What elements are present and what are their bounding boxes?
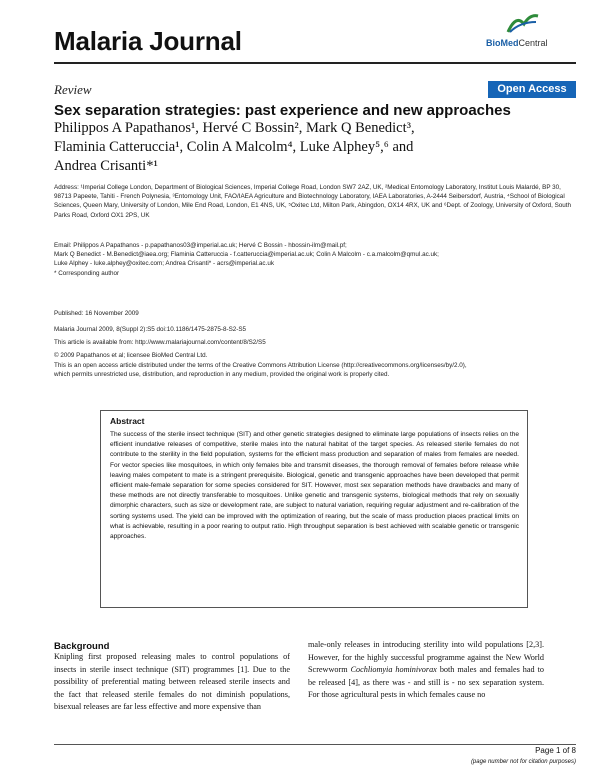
article-url: This article is available from: http://www.malariajournal.com/content/8/S2/S5 xyxy=(54,339,266,347)
copyright: © 2009 Papathanos et al; licensee BioMed Central Ltd. xyxy=(54,352,208,360)
biomed-central-logo xyxy=(486,12,576,54)
publication-info xyxy=(54,325,579,379)
logo-text: BioMedCentral xyxy=(486,38,548,48)
author-line: Andrea Crisanti*¹ xyxy=(54,158,158,174)
license-text: which permits unrestricted use, distribution, and reproduction in any medium, provided the original work is properly cited. xyxy=(54,370,390,378)
author-line: Flaminia Catteruccia¹, Colin A Malcolm⁴, Luke Alphey⁵,⁶ and xyxy=(54,139,414,155)
corresponding-author-note: * Corresponding author xyxy=(54,269,120,277)
page-number: Page 1 of 8 xyxy=(535,746,576,755)
article-title: Sex separation strategies: past experience and new approaches xyxy=(54,102,511,119)
author-line: Philippos A Papathanos¹, Hervé C Bossin², Mark Q Benedict³, xyxy=(54,120,415,136)
affiliations: Address: ¹Imperial College London, Department of Biological Sciences, Imperial College Road, London SW7 2AZ, UK, ²Medical Entomology Laboratory, Institut Louis Malardé, BP 30, 98713 Papeete, Tahiti - French Polynesia, ³Entomology Unit, FAO/IAEA Agriculture and Biotechnology Laboratory, IAEA Laboratories, A-2444 Seibersdorf, Austria, ⁴School of Biological Sciences, Queen Mary, University of London, Mile End Road, London, E1 4NS, UK, ⁵Oxitec Ltd, Milton Park, Abingdon, OX14 4RX, UK and ⁶Dept. of Zoology, University of Oxford, South Parks Road, Oxford OX1 2PS, UK xyxy=(54,184,572,219)
article-type: Review xyxy=(54,82,92,97)
body-column-left: Knipling first proposed releasing males to control populations of insects in sterile insect technique (SIT) programmes [1]. Due to the possibility of preferential mating between released sterile insects and the fact that released sterile females do not diminish populations, bisexual releases are far less effective and more expensive than xyxy=(54,652,290,711)
page-number-note: (page number not for citation purposes) xyxy=(470,759,576,765)
published-date: Published: 16 November 2009 xyxy=(54,310,139,317)
header-rule xyxy=(54,62,576,64)
email-line: Luke Alphey - luke.alphey@oxitec.com; Andrea Crisanti* - acrs@imperial.ac.uk xyxy=(54,260,274,268)
open-access-badge: Open Access xyxy=(488,81,576,98)
background-heading: Background xyxy=(54,641,110,652)
body-column-right: male-only releases in introducing sterility into wild populations [2,3]. However, for the highly successful programme against the New World Screwworm Cochliomyia hominivorax both males and females had to be released [4], as there was - and still is - no sex separation system. For those agricultural pests in which females cause no xyxy=(308,640,545,699)
journal-title: Malaria Journal xyxy=(54,26,242,56)
footer-rule xyxy=(54,744,576,745)
author-list xyxy=(54,119,494,176)
license-text: This is an open access article distributed under the terms of the Creative Commons Attribution License (http://creativecommons.org/licenses/by/2.0), xyxy=(54,361,467,369)
abstract-text: The success of the sterile insect technique (SIT) and other genetic strategies designed to eliminate large populations of insects relies on the efficient inundative releases of competitive, sterile males into the natural habitat of the target species. As released sterile females do not contribute to the sterility in the field population, systems for the efficient mass production and separation of males from females are needed. For vector species like mosquitoes, in which only females bite and transmit diseases, the thorough removal of females before release while leaving males competent to mate is a stringent prerequisite. Biological, genetic and transgenic approaches have been developed that permit efficient male-female separation for some species considered for SIT. However, most sex separation methods have drawbacks and many of these methods are not directly transferable to mosquitoes. Unlike genetic and transgenic systems, biological methods that rely on sexually dimorphic characters, such as size or development rate, are subject to natural variation, requiring regular adjustment and re-calibration of the sorting systems used. The yield can be improved with the optimization of rearing, but the scale of mass production places practical limits on what is achievable, resulting in a poor rearing to output ratio. High throughput separation is best achieved with scalable genetic or transgenic approaches. xyxy=(110,431,519,541)
biomed-logo-mark-icon xyxy=(506,12,540,34)
email-line: Mark Q Benedict - M.Benedict@iaea.org; Flaminia Catteruccia - f.catteruccia@imperial.ac.uk; Colin A Malcolm - c.a.malcolm@qmul.ac.uk; xyxy=(54,251,439,259)
email-line: Email: Philippos A Papathanos - p.papathanos03@imperial.ac.uk; Hervé C Bossin - hbossin-ilm@mail.pf; xyxy=(54,242,347,249)
email-list xyxy=(54,241,574,278)
species-name: Cochliomyia hominivorax xyxy=(350,665,437,674)
abstract-heading: Abstract xyxy=(110,416,145,426)
citation: Malaria Journal 2009, 8(Suppl 2):S5 doi:10.1186/1475-2875-8-S2-S5 xyxy=(54,326,247,333)
abstract-box xyxy=(100,410,528,608)
